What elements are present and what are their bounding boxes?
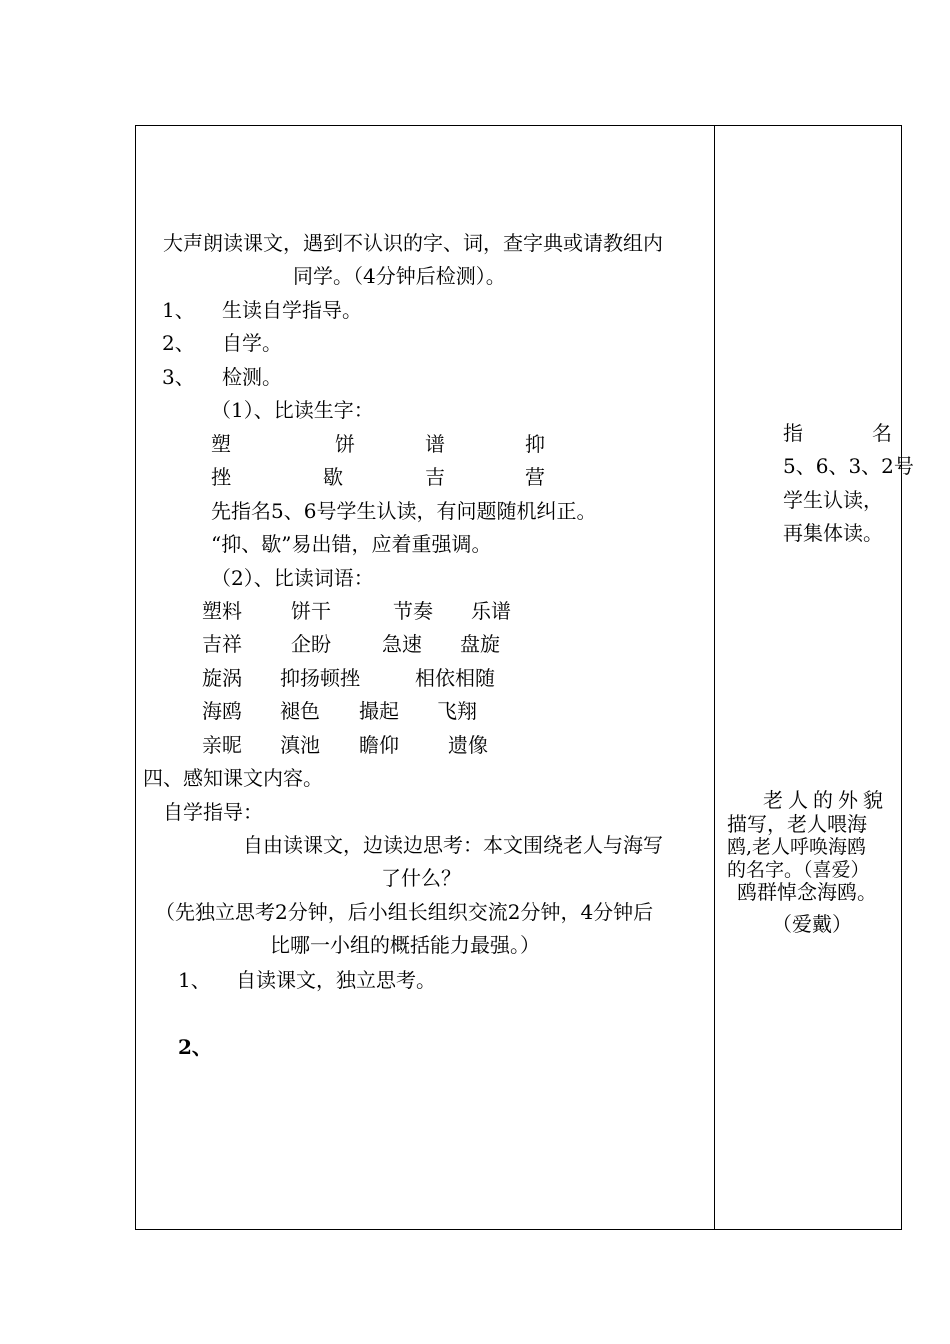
instruction-line-2: 比哪一小组的概括能力最强。）	[270, 933, 540, 957]
character-item: 挫	[211, 465, 231, 489]
word-item: 企盼	[291, 632, 331, 656]
side-note-b-line-4: 的名字。（喜爱）	[727, 859, 870, 881]
word-item: 盘旋	[460, 632, 500, 656]
word-item: 节奏	[393, 599, 433, 623]
guide-title: 自学指导：	[163, 800, 263, 824]
step-b1-text: 自读课文，独立思考。	[236, 968, 436, 992]
word-item: 旋涡	[202, 666, 242, 690]
word-item: 亲昵	[202, 733, 242, 757]
word-item: 撮起	[359, 699, 399, 723]
subsection-words-title: （2）、比读词语：	[211, 566, 374, 590]
instruction-line-1: （先独立思考2分钟，后小组长组织交流2分钟，4分钟后	[155, 900, 654, 924]
step-2-text: 自学。	[222, 331, 282, 355]
word-item: 褪色	[280, 699, 320, 723]
word-item: 瞻仰	[359, 733, 399, 757]
guide-line-1: 自由读课文，边读边思考：本文围绕老人与海写	[243, 833, 663, 857]
side-note-b-line-5: 鸥群悼念海鸥。	[737, 880, 877, 904]
step-3-number: 3、	[162, 365, 195, 389]
word-item: 塑料	[202, 599, 242, 623]
side-note-a-line-4: 再集体读。	[783, 521, 883, 545]
word-item: 吉祥	[202, 632, 242, 656]
character-item: 吉	[425, 465, 445, 489]
step-b1-number: 1、	[178, 968, 211, 992]
side-note-b-line-1: 老人的外貌	[763, 788, 888, 812]
character-item: 歇	[323, 465, 343, 489]
word-item: 海鸥	[202, 699, 242, 723]
side-note-a-line-1-left: 指	[783, 421, 803, 445]
side-note-b-line-6: （爱戴）	[772, 912, 852, 936]
guide-line-2: 了什么？	[381, 866, 461, 890]
word-item: 饼干	[291, 599, 331, 623]
column-divider	[714, 125, 715, 1230]
character-item: 营	[525, 465, 545, 489]
step-1-text: 生读自学指导。	[222, 298, 362, 322]
word-item: 乐谱	[471, 599, 511, 623]
teacher-note-1: 先指名5、6号学生认读，有问题随机纠正。	[211, 499, 597, 523]
word-item: 滇池	[280, 733, 320, 757]
step-b2-number: 2、	[178, 1035, 212, 1059]
subsection-characters-title: （1）、比读生字：	[211, 398, 374, 422]
side-note-b-line-2: 描写，老人喂海	[727, 812, 867, 836]
word-item: 相依相随	[415, 666, 495, 690]
side-note-b-line-3: 鸥,老人呼唤海鸥	[727, 836, 867, 858]
side-note-a-line-2: 5、6、3、2号	[783, 454, 914, 478]
word-item: 抑扬顿挫	[280, 666, 360, 690]
step-3-text: 检测。	[222, 365, 282, 389]
step-2-number: 2、	[162, 331, 195, 355]
character-item: 饼	[335, 432, 355, 456]
step-1-number: 1、	[162, 298, 195, 322]
side-note-a-line-3: 学生认读，	[783, 488, 883, 512]
lesson-table	[135, 125, 902, 1230]
intro-line-2: 同学。（4分钟后检测）。	[293, 264, 506, 288]
intro-line-1: 大声朗读课文，遇到不认识的字、词，查字典或请教组内	[163, 231, 663, 255]
character-item: 抑	[525, 432, 545, 456]
word-item: 飞翔	[437, 699, 477, 723]
word-item: 遗像	[448, 733, 488, 757]
section-4-title: 四、感知课文内容。	[143, 766, 323, 790]
character-item: 谱	[425, 432, 445, 456]
character-item: 塑	[211, 432, 231, 456]
teacher-note-2: “抑、歇”易出错，应着重强调。	[211, 532, 492, 556]
side-note-a-line-1-right: 名	[872, 421, 892, 445]
word-item: 急速	[382, 632, 422, 656]
